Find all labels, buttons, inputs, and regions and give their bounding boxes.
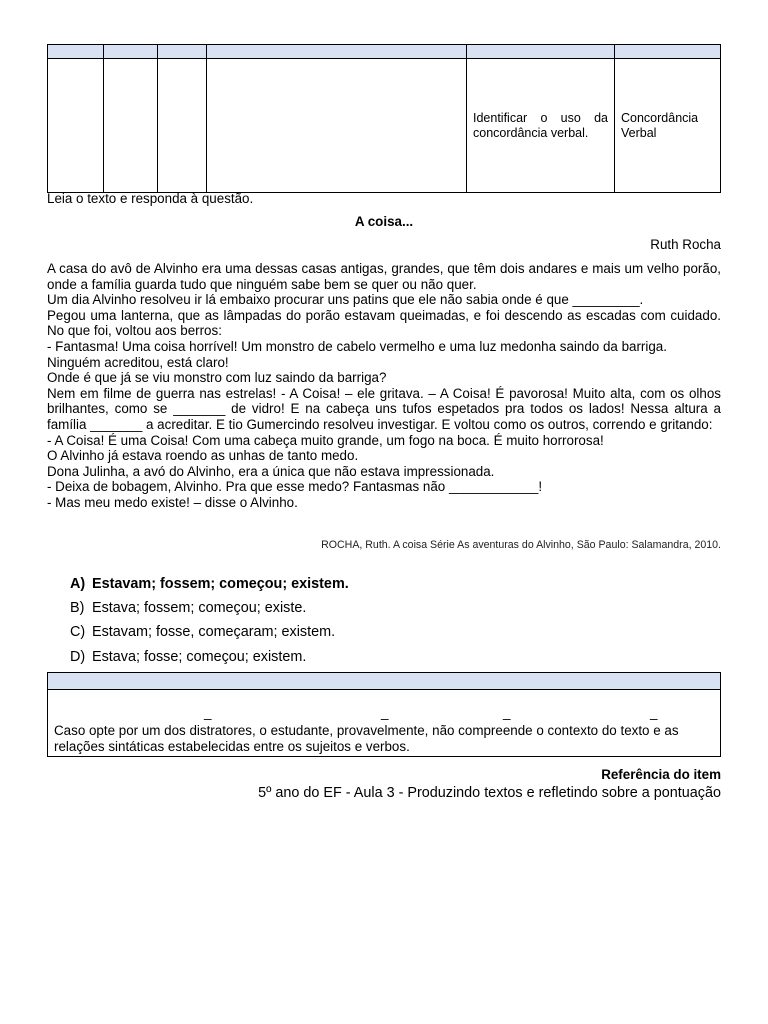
story-paragraph: Onde é que já se viu monstro com luz saindo da barriga? bbox=[47, 370, 387, 386]
dash: _ bbox=[204, 705, 212, 720]
table-header-row bbox=[48, 673, 721, 690]
table-row bbox=[48, 690, 721, 757]
story-paragraph: Ninguém acreditou, está claro! bbox=[47, 354, 229, 370]
header-cell bbox=[615, 45, 721, 59]
option-text: Estavam; fossem; começou; existem. bbox=[92, 576, 349, 592]
table-cell bbox=[48, 59, 104, 193]
story-paragraph: - Fantasma! Uma coisa horrível! Um monstro de cabelo vermelho e uma luz medonha saindo da barriga. bbox=[47, 338, 667, 354]
option-text: Estavam; fosse, começaram; existem. bbox=[92, 624, 336, 640]
dash: _ bbox=[503, 705, 511, 720]
story-paragraph: - Deixa de bobagem, Alvinho. Pra que esse medo? Fantasmas não ____________! bbox=[47, 479, 543, 495]
story-paragraph: O Alvinho já estava roendo as unhas de tanto medo. bbox=[47, 448, 359, 464]
story-paragraph: Pegou uma lanterna, que as lâmpadas do porão estavam queimadas, e foi descendo as escadas com cuidado. No que foi, voltou aos berros: bbox=[47, 307, 721, 339]
header-cell bbox=[467, 45, 615, 59]
story-paragraph: - Mas meu medo existe! – disse o Alvinho. bbox=[47, 494, 298, 510]
table-cell bbox=[104, 59, 158, 193]
option-text: Estava; fosse; começou; existem. bbox=[92, 649, 307, 665]
instruction: Leia o texto e responda à questão. bbox=[47, 191, 254, 206]
reference-text: 5º ano do EF - Aula 3 - Produzindo textos e refletindo sobre a pontuação bbox=[258, 785, 721, 801]
option-letter: C) bbox=[70, 624, 86, 640]
story-text bbox=[47, 261, 721, 511]
header-cell bbox=[207, 45, 467, 59]
option-b[interactable] bbox=[70, 599, 306, 617]
story-paragraph: Nem em filme de guerra nas estrelas! - A Coisa! – ele gritava. – A Coisa! É pavorosa! Muito alta, com os olhos brilhantes, como se _______ de vidro! E na cabeça uns tufos espetados pra todos os lados! Nessa altura a família _______ a acreditar. E tio Gumercindo resolveu investigar. E voltou como os outros, correndo e gritando: bbox=[47, 385, 721, 432]
reference-label: Referência do item bbox=[601, 767, 721, 782]
distractor-note: Caso opte por um dos distratores, o estudante, provavelmente, não compreende o contexto do texto e as relações sintáticas estabelecidas entre os sujeitos e verbos. bbox=[54, 723, 679, 754]
header-cell bbox=[104, 45, 158, 59]
citation: ROCHA, Ruth. A coisa Série As aventuras do Alvinho, São Paulo: Salamandra, 2010. bbox=[321, 539, 721, 551]
item-info-table bbox=[47, 44, 721, 193]
dash: _ bbox=[650, 705, 658, 720]
skill-cell: Identificar o uso da concordância verbal. bbox=[467, 59, 615, 193]
table-row bbox=[48, 59, 721, 193]
distractor-table bbox=[47, 672, 721, 757]
header-cell bbox=[48, 45, 104, 59]
table-header-row bbox=[48, 45, 721, 59]
header-cell bbox=[48, 673, 721, 690]
story-author: Ruth Rocha bbox=[650, 237, 721, 252]
topic-cell: Concordância Verbal bbox=[615, 59, 721, 193]
option-letter: B) bbox=[70, 600, 85, 616]
story-paragraph: Um dia Alvinho resolveu ir lá embaixo procurar uns patins que ele não sabia onde é que _________. bbox=[47, 292, 644, 308]
table-cell bbox=[48, 690, 721, 757]
dash-row bbox=[54, 690, 714, 723]
option-text: Estava; fossem; começou; existe. bbox=[92, 600, 307, 616]
option-d[interactable] bbox=[70, 648, 306, 666]
table-cell bbox=[158, 59, 207, 193]
option-letter: D) bbox=[70, 649, 86, 665]
header-cell bbox=[158, 45, 207, 59]
dash: _ bbox=[381, 705, 389, 720]
story-paragraph: Dona Julinha, a avó do Alvinho, era a única que não estava impressionada. bbox=[47, 463, 495, 479]
option-letter: A) bbox=[70, 576, 86, 592]
story-title: A coisa... bbox=[354, 214, 414, 229]
option-c[interactable] bbox=[70, 623, 335, 641]
story-paragraph: A casa do avô de Alvinho era uma dessas casas antigas, grandes, que têm dois andares e mais um velho porão, onde a família guarda tudo que ninguém sabe bem se quer ou não quer. bbox=[47, 261, 721, 292]
story-paragraph: - A Coisa! É uma Coisa! Com uma cabeça muito grande, um fogo na boca. É muito horrorosa! bbox=[47, 432, 604, 448]
option-a[interactable] bbox=[70, 575, 349, 593]
table-cell bbox=[207, 59, 467, 193]
